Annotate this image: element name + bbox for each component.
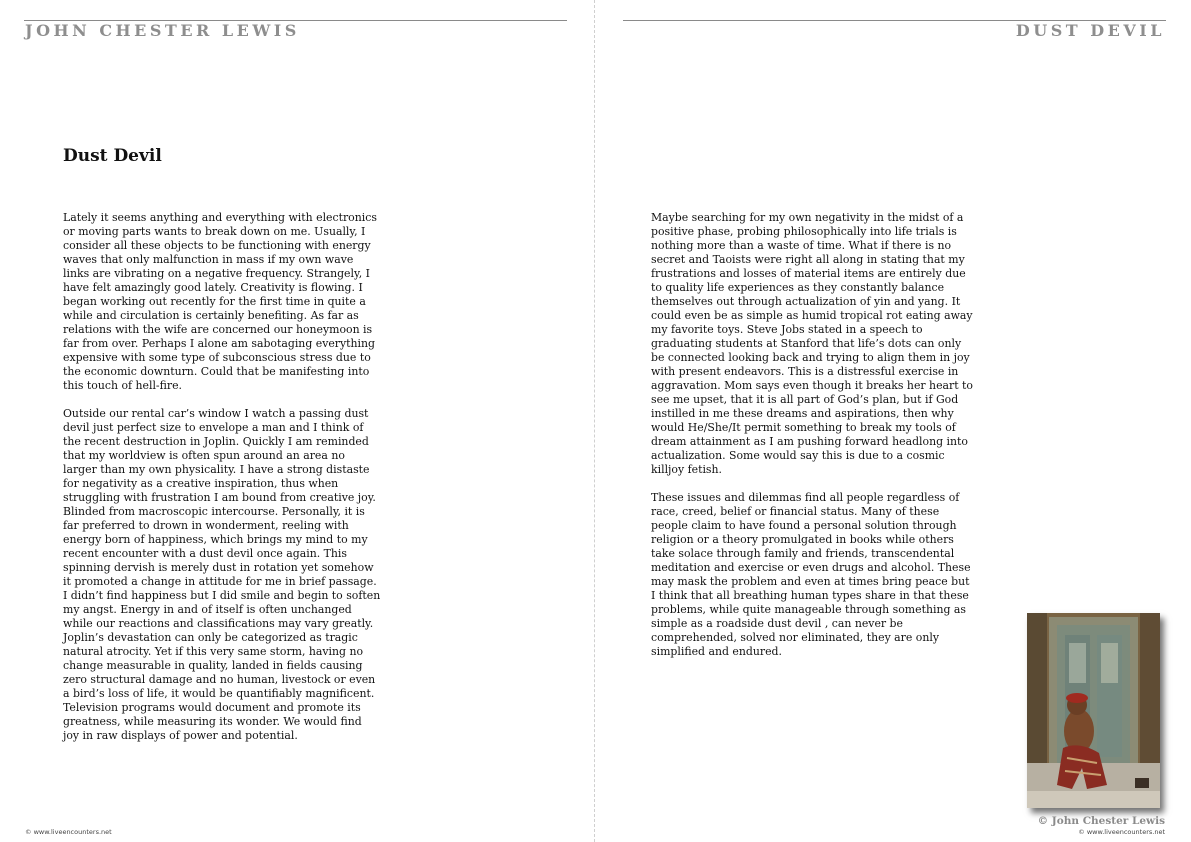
paragraph: Lately it seems anything and everything with electronics or moving parts wants to break down on me. Usually, I consider all these objects to be functioning with energy waves that only malfunction in mass if my own wave links are vibrating on a negative frequency. Strangely, I have felt amazingly good lately. Creativity is flowing. I began working out recently for the first time in quite a while and circulation is certainly benefiting. As far as relations with the wife are concerned our honeymoon is far from over. Perhaps I alone am sabotaging everything expensive with some type of subconscious stress due to the economic downturn. Could that be manifesting into this touch of hell-fire. <box>63 211 377 392</box>
right-body-column <box>651 211 973 673</box>
portrait-photo <box>1027 613 1160 808</box>
left-page <box>0 0 595 842</box>
running-head-title: DUST DEVIL <box>1015 21 1165 40</box>
photo-credit: © John Chester Lewis <box>1037 815 1165 827</box>
paragraph: These issues and dilemmas find all people regardless of race, creed, belief or financial status. Many of these people claim to have found a personal solution through religion or a theory promulgated in books while others take solace through family and friends, transcendental meditation and exercise or even drugs and alcohol. These may mask the problem and even at times bring peace but I think that all breathing human types share in that these problems, while quite manageable through something as simple as a roadside dust devil , can never be comprehended, solved nor eliminated, they are only simplified and endured. <box>651 491 971 658</box>
left-body-column <box>63 211 381 757</box>
running-head-author: JOHN CHESTER LEWIS <box>25 21 300 40</box>
story-title: Dust Devil <box>63 146 162 166</box>
paragraph: Outside our rental car’s window I watch a passing dust devil just perfect size to envelope a man and I think of the recent destruction in Joplin. Quickly I am reminded that my worldview is often spun around an area no larger than my own physicality. I have a strong distaste for negativity as a creative inspiration, thus when struggling with frustration I am bound from creative joy. Blinded from macroscopic intercourse. Personally, it is far preferred to drown in wonderment, reeling with energy born of happiness, which brings my mind to my recent encounter with a dust devil once again. This spinning dervish is merely dust in rotation yet somehow it promoted a change in attitude for me in brief passage. I didn’t find happiness but I did smile and begin to soften my angst. Energy in and of itself is often unchanged while our reactions and classifications may vary greatly. Joplin’s devastation can only be categorized as tragic natural atrocity. Yet if this very same storm, having no change measurable in quality, landed in fields causing zero structural damage and no human, livestock or even a bird’s loss of life, it would be quantifiably magnificent. Television programs would document and promote its greatness, while measuring its wonder. We would find joy in raw displays of power and potential. <box>63 407 381 742</box>
footer-copyright: © www.liveencounters.net <box>1078 828 1165 836</box>
right-page <box>596 0 1191 842</box>
paragraph: Maybe searching for my own negativity in the midst of a positive phase, probing philosophically into life trials is nothing more than a waste of time. What if there is no secret and Taoists were right all along in stating that my frustrations and losses of material items are entirely due to quality life experiences as they constantly balance themselves out through actualization of yin and yang. It could even be as simple as humid tropical rot eating away my favorite toys. Steve Jobs stated in a speech to graduating students at Stanford that life’s dots can only be connected looking back and trying to align them in joy with present endeavors. This is a distressful exercise in aggravation. Mom says even though it breaks her heart to see me upset, that it is all part of God’s plan, but if God instilled in me these dreams and aspirations, then why would He/She/It permit something to break my tools of dream attainment as I am pushing forward headlong into actualization. Some would say this is due to a cosmic killjoy fetish. <box>651 211 973 476</box>
footer-copyright: © www.liveencounters.net <box>25 828 112 836</box>
